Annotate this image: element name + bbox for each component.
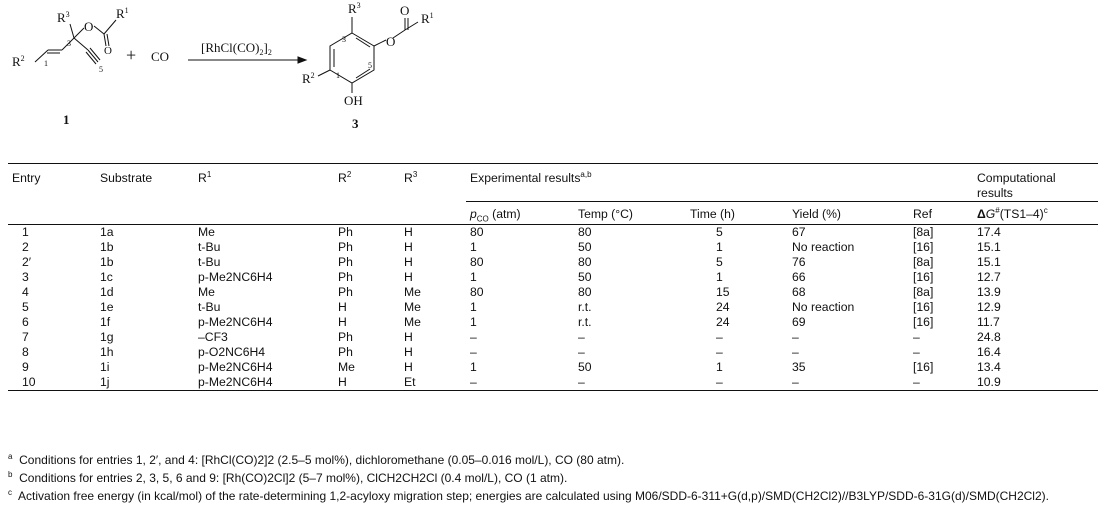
locant-3: 3: [67, 39, 71, 48]
r1-label-3: $R^1$: [421, 11, 434, 26]
cell-yield: 67: [792, 225, 806, 239]
footnote-a: $^a$ Conditions for entries 1, 2′, and 4: [RhCl(CO)2]2 (2.5–5 mol%), dichloromethane (0.05–0.016 mol/L), CO (80 atm).: [8, 452, 625, 467]
cell-substrate: 1f: [100, 315, 111, 329]
header-r1: $R^1$: [194, 164, 334, 202]
cell-substrate: 1b: [100, 255, 114, 269]
oh-label: OH: [344, 93, 363, 108]
cell-dg: 12.9: [977, 300, 1001, 314]
cell-r3: H: [404, 270, 413, 284]
cell-pco: 80: [470, 255, 484, 269]
cell-dg: 17.4: [977, 225, 1001, 239]
cell-r1: p-Me2NC6H4: [198, 315, 273, 329]
cell-r2: Ph: [338, 330, 353, 344]
cell-r2: Ph: [338, 270, 353, 284]
cell-r1: –CF3: [198, 330, 228, 344]
header-substrate: Substrate: [96, 164, 194, 202]
cell-r2: Me: [338, 360, 355, 374]
r3-label-1: $R^3$: [57, 10, 70, 25]
cell-time: 5: [716, 225, 723, 239]
cell-ref: [8a]: [913, 255, 934, 269]
cell-r1: t-Bu: [198, 240, 221, 254]
cell-pco: 1: [470, 315, 477, 329]
cell-substrate: 1a: [100, 225, 114, 239]
table-row: [8, 345, 1098, 360]
cell-time: 15: [716, 285, 730, 299]
cell-entry: 6: [22, 315, 29, 329]
cell-substrate: 1d: [100, 285, 114, 299]
header-r2: $R^2$: [334, 164, 400, 202]
cell-temp: –: [578, 345, 585, 359]
cell-substrate: 1e: [100, 300, 114, 314]
table-row: [8, 375, 1098, 391]
cell-time: 24: [716, 315, 730, 329]
cell-temp: 80: [578, 225, 592, 239]
cell-r1: p-Me2NC6H4: [194, 375, 334, 391]
compound-3-label: 3: [352, 116, 359, 131]
cell-pco: 1: [470, 240, 477, 254]
cell-yield: No reaction: [792, 240, 855, 254]
cell-pco: 80: [470, 225, 484, 239]
cell-r2: H: [334, 375, 400, 391]
cell-ref: [16]: [913, 270, 934, 284]
cell-time: 1: [716, 270, 723, 284]
cell-r1: t-Bu: [198, 255, 221, 269]
cell-r3: Me: [404, 285, 421, 299]
cell-entry: 1: [22, 225, 29, 239]
table-row: [8, 255, 1098, 270]
cell-r1: t-Bu: [198, 300, 221, 314]
table-row: [8, 360, 1098, 375]
cell-r3: H: [404, 360, 413, 374]
reaction-scheme: [0, 0, 1107, 150]
cell-substrate: 1h: [100, 345, 114, 359]
cell-dg: 10.9: [973, 375, 1098, 391]
compound-1-label: 1: [63, 112, 70, 127]
cell-pco: –: [470, 330, 477, 344]
cell-dg: 11.7: [977, 315, 1000, 329]
cell-pco: –: [470, 345, 477, 359]
cell-temp: –: [578, 330, 585, 344]
cell-time: 24: [716, 300, 730, 314]
cell-dg: 16.4: [977, 345, 1001, 359]
cell-temp: r.t.: [578, 315, 592, 329]
header-pco: $p_{CO}$ (atm): [466, 202, 574, 225]
cell-time: –: [716, 330, 723, 344]
header-r3: $R^3$: [400, 164, 466, 202]
cell-entry: 7: [22, 330, 29, 344]
cell-temp: –: [574, 375, 686, 391]
cell-dg: 15.1: [977, 255, 1001, 269]
cell-temp: 50: [578, 360, 592, 374]
r1-label-1: $R^1$: [116, 6, 129, 21]
cell-ref: [8a]: [913, 225, 934, 239]
table-row: [8, 270, 1098, 285]
o-label-3: O: [386, 34, 396, 49]
cell-r3: Et: [400, 375, 466, 391]
co-label: CO: [151, 49, 170, 64]
cell-pco: 1: [470, 300, 477, 314]
cell-r3: Me: [404, 300, 421, 314]
footnote-b: $^b$ Conditions for entries 2, 3, 5, 6 and 9: [Rh(CO)2Cl]2 (5–7 mol%), ClCH2CH2Cl (0.4 mol/L), CO (1 atm).: [8, 470, 568, 485]
header-time: Time (h): [686, 202, 788, 225]
cell-ref: [16]: [913, 240, 934, 254]
cell-r3: H: [404, 240, 413, 254]
cell-time: 1: [716, 360, 723, 374]
cell-entry: 2: [22, 240, 29, 254]
cell-temp: 80: [578, 285, 592, 299]
cell-r1: p-O2NC6H4: [198, 345, 266, 359]
o-carbonyl-label-3: O: [400, 3, 410, 18]
cell-ref: [8a]: [913, 285, 934, 299]
cell-substrate: 1g: [100, 330, 114, 344]
header-row-1: [8, 164, 1098, 202]
cell-yield: 66: [792, 270, 806, 284]
cell-dg: 12.7: [977, 270, 1001, 284]
cell-yield: –: [788, 375, 909, 391]
cell-entry: 5: [22, 300, 29, 314]
cell-r2: H: [338, 300, 347, 314]
cell-ref: –: [909, 375, 973, 391]
cell-substrate: 1j: [96, 375, 194, 391]
cell-time: 1: [716, 240, 723, 254]
cell-r1: p-Me2NC6H4: [198, 360, 273, 374]
cell-r2: Ph: [338, 240, 353, 254]
cell-substrate: 1i: [100, 360, 110, 374]
cell-entry: 8: [22, 345, 29, 359]
cell-r2: Ph: [338, 345, 353, 359]
cell-dg: 24.8: [977, 330, 1001, 344]
cell-r2: Ph: [338, 255, 353, 269]
r2-label-3: $R^2$: [302, 71, 315, 86]
cell-r1: Me: [198, 285, 215, 299]
table-row: [8, 330, 1098, 345]
table-row: [8, 300, 1098, 315]
cell-dg: 13.9: [977, 285, 1001, 299]
cell-time: –: [716, 345, 723, 359]
cell-r3: H: [404, 255, 413, 269]
cell-ref: [16]: [913, 300, 934, 314]
cell-yield: 35: [792, 360, 806, 374]
locant-1: 1: [44, 59, 48, 68]
o-carbonyl-label-1: O: [104, 45, 112, 57]
header-row-2: [8, 202, 1098, 225]
cell-ref: –: [913, 330, 920, 344]
r3-label-3: $R^3$: [348, 1, 361, 16]
cell-substrate: 1b: [100, 240, 114, 254]
cell-entry: 10: [8, 375, 96, 391]
table-body: [8, 225, 1098, 391]
header-computational: Computational results: [973, 164, 1098, 202]
cell-temp: 50: [578, 270, 592, 284]
cell-temp: 50: [578, 240, 592, 254]
cell-time: 5: [716, 255, 723, 269]
cell-r1: p-Me2NC6H4: [198, 270, 273, 284]
o-label-1: O: [84, 19, 94, 34]
footnote-c: $^c$ Activation free energy (in kcal/mol) of the rate-determining 1,2-acyloxy migration step; energies are calculated using M06/SDD-6-311+G(d,p)/SMD(CH2Cl2)//B3LYP/SDD-6-31G(d)/SMD(CH2Cl2).: [8, 488, 1049, 503]
cell-temp: 80: [578, 255, 592, 269]
header-entry: Entry: [8, 164, 96, 202]
cell-yield: No reaction: [792, 300, 855, 314]
cell-substrate: 1c: [100, 270, 113, 284]
cell-pco: 80: [470, 285, 484, 299]
results-table: [8, 163, 1098, 391]
plus-sign: +: [126, 45, 137, 65]
table-row: [8, 240, 1098, 255]
cell-entry: 9: [22, 360, 29, 374]
cell-yield: 76: [792, 255, 806, 269]
cell-dg: 15.1: [977, 240, 1001, 254]
locant-5-ring: 5: [368, 61, 372, 70]
cell-dg: 13.4: [977, 360, 1001, 374]
cell-r3: H: [404, 225, 413, 239]
header-ref: Ref: [909, 202, 973, 225]
cell-entry: 3: [22, 270, 29, 284]
cell-yield: 68: [792, 285, 806, 299]
cell-entry: 2′: [22, 255, 32, 269]
cell-r2: Ph: [338, 225, 353, 239]
table-row: [8, 225, 1098, 241]
header-yield: Yield (%): [788, 202, 909, 225]
cell-ref: [16]: [913, 315, 934, 329]
cell-r3: Me: [404, 315, 421, 329]
cell-ref: [16]: [913, 360, 934, 374]
cell-r2: Ph: [338, 285, 353, 299]
cell-ref: –: [913, 345, 920, 359]
cell-pco: –: [466, 375, 574, 391]
table-row: [8, 285, 1098, 300]
cell-r2: H: [338, 315, 347, 329]
cell-r1: Me: [198, 225, 215, 239]
cell-r3: H: [404, 345, 413, 359]
cell-entry: 4: [22, 285, 29, 299]
locant-5: 5: [99, 65, 103, 74]
cell-yield: –: [792, 330, 799, 344]
r2-label-1: $R^2$: [12, 54, 25, 69]
table-row: [8, 315, 1098, 330]
header-temp: Temp (°C): [574, 202, 686, 225]
locant-3-ring: 3: [342, 35, 346, 44]
cell-yield: 69: [792, 315, 806, 329]
cell-pco: 1: [470, 360, 477, 374]
reagent-label: $[RhCl(CO)_2]_2$: [201, 40, 272, 57]
cell-yield: –: [792, 345, 799, 359]
cell-temp: r.t.: [578, 300, 592, 314]
cell-time: –: [686, 375, 788, 391]
cell-pco: 1: [470, 270, 477, 284]
header-dg: $\Delta G^{\#}(TS1-4)^c$: [973, 202, 1098, 225]
header-experimental: Experimental results$^{a,b}$: [466, 164, 973, 202]
cell-r3: H: [404, 330, 413, 344]
locant-1-ring: 1: [336, 71, 340, 80]
